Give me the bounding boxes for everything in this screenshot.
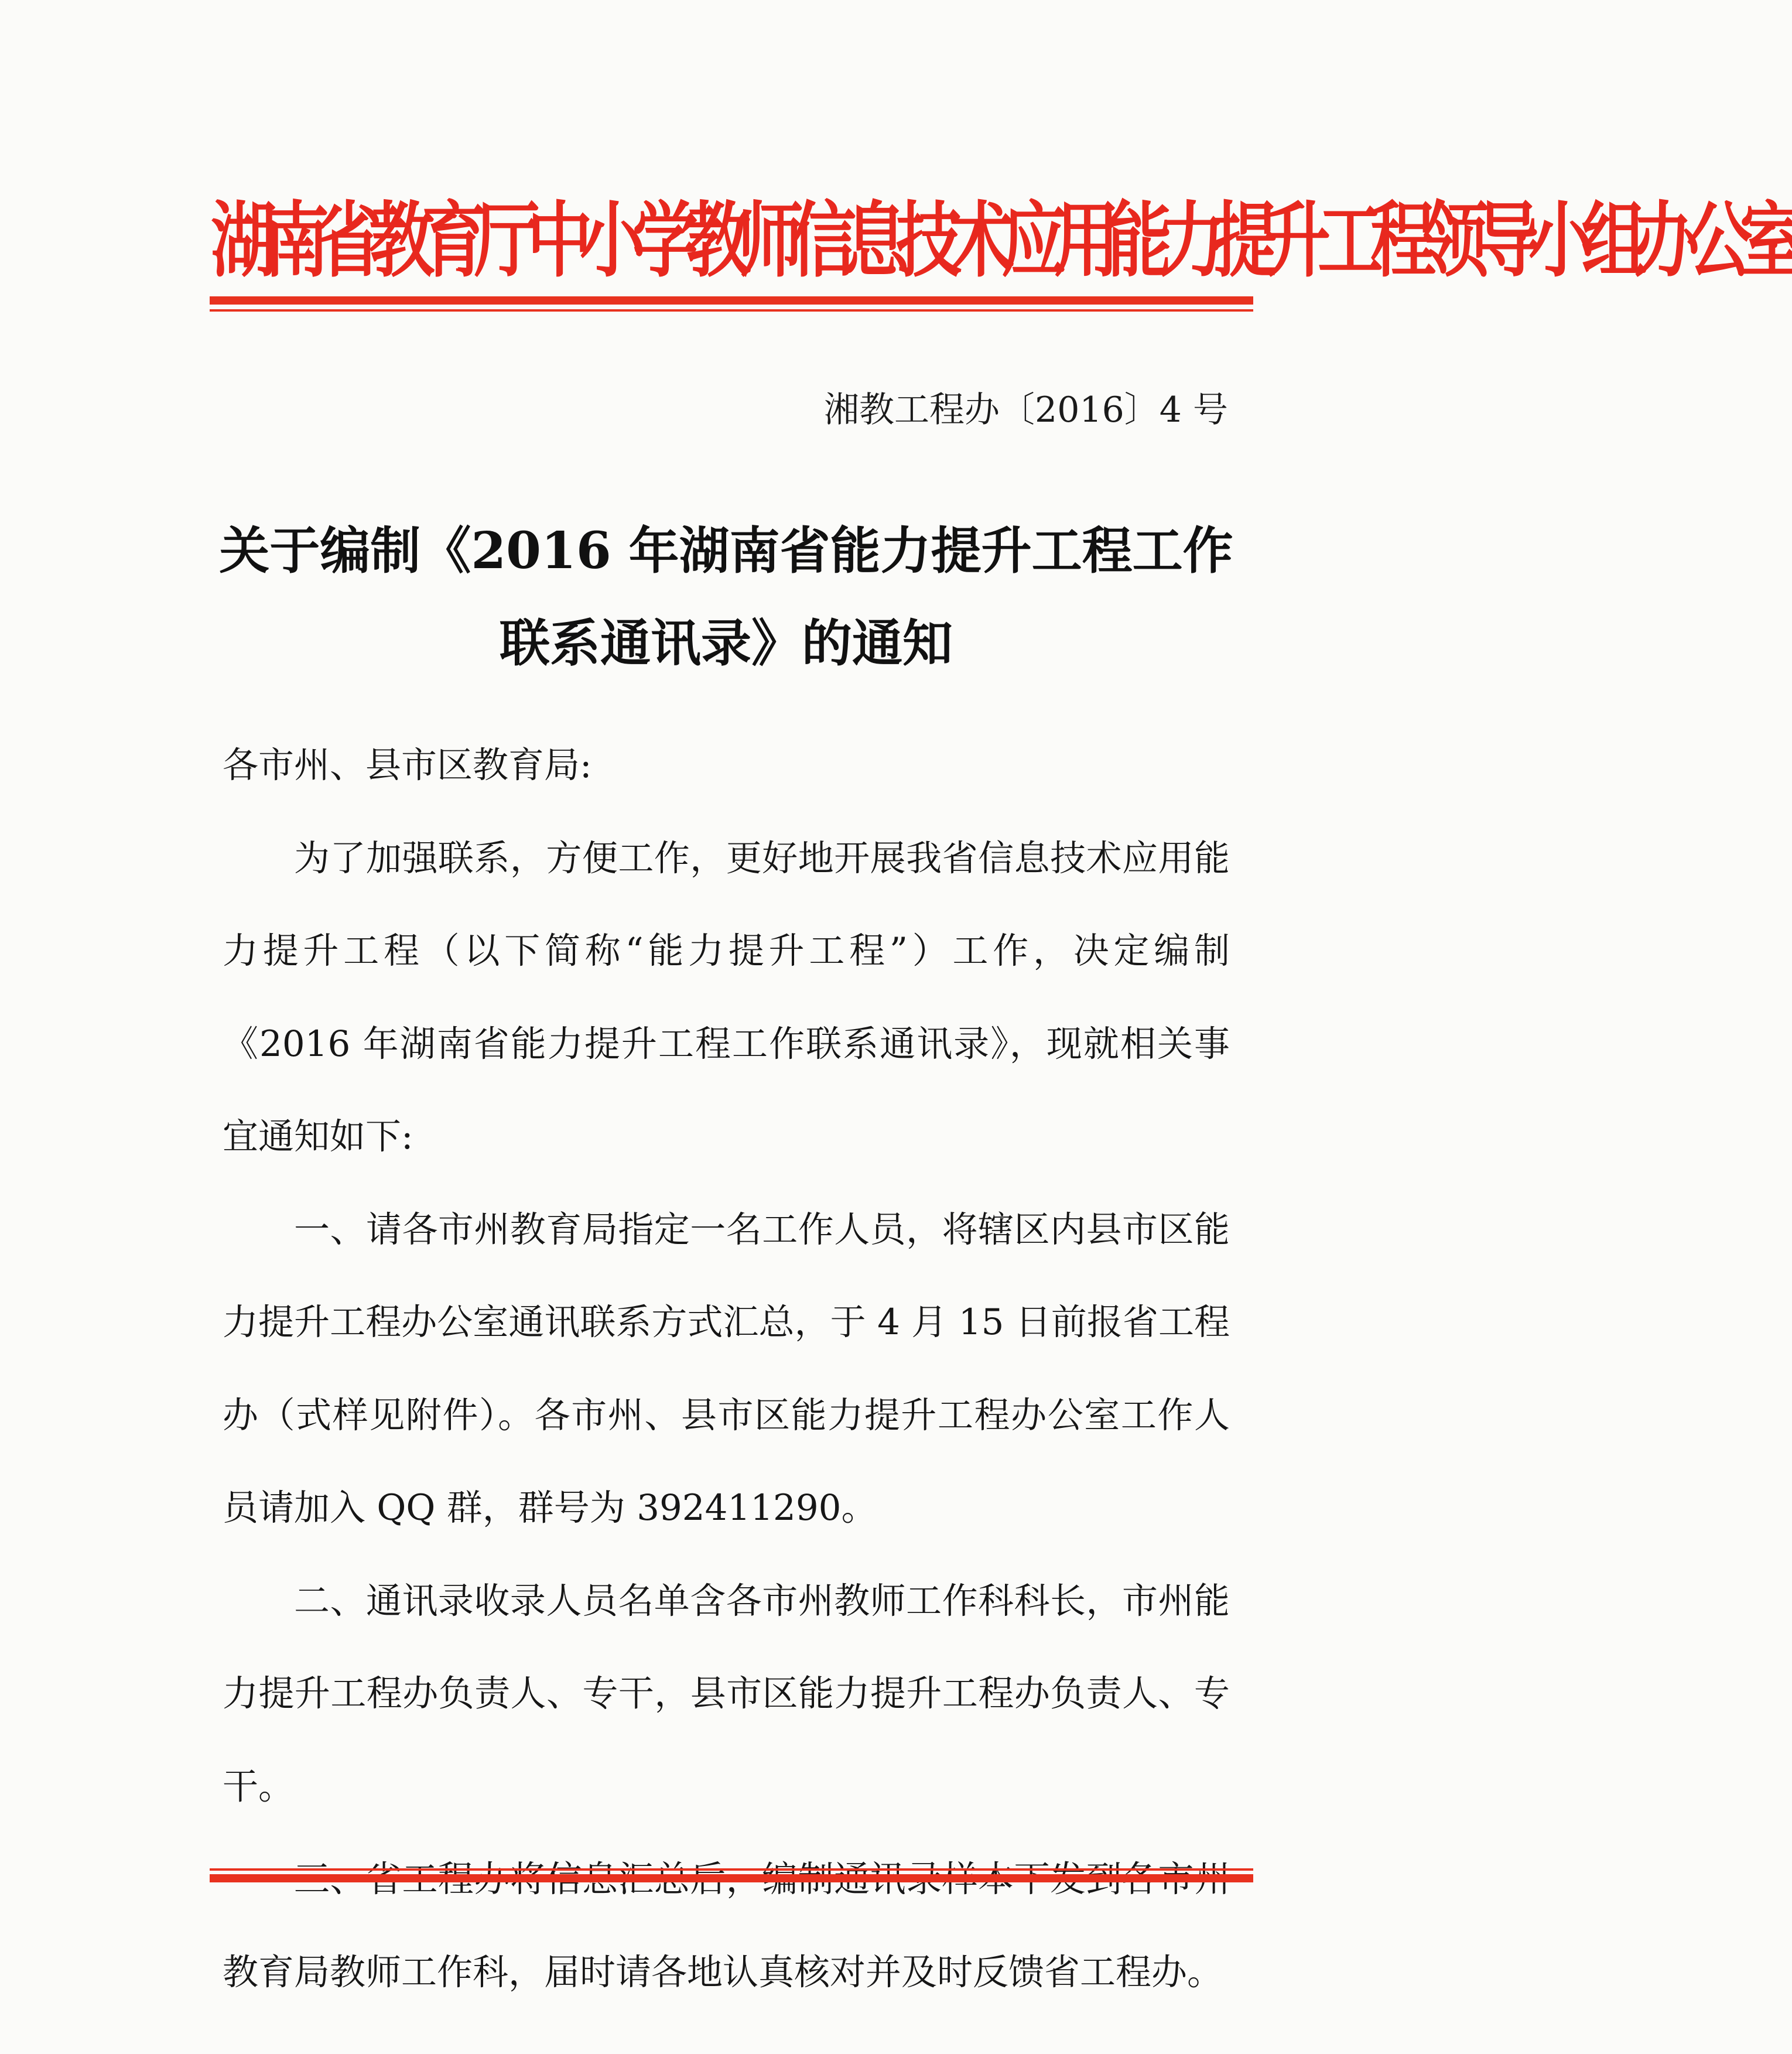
footer-rule-thin (210, 1868, 1253, 1871)
notice-title-line-2: 联系通讯录》的通知 (500, 614, 953, 673)
addressee: 各市州、县市区教育局: (223, 744, 592, 786)
notice-title-line-1: 关于编制《2016 年湖南省能力提升工程工作 (219, 521, 1233, 580)
document-number: 湘教工程办〔2016〕4 号 (824, 389, 1228, 430)
header-rule-thick (210, 296, 1253, 305)
notice-body (223, 719, 1230, 2019)
footer-rule-thick (210, 1874, 1253, 1882)
notice-title (193, 505, 1259, 690)
body-paragraph-2: 二、通讯录收录人员名单含各市州教师工作科科长，市州能力提升工程办负责人、专干，县市区能力提升工程办负责人、专干。 (223, 1580, 1230, 1807)
body-paragraph-1: 一、请各市州教育局指定一名工作人员，将辖区内县市区能力提升工程办公室通讯联系方式汇总，于 4 月 15 日前报省工程办（式样见附件）。各市州、县市区能力提升工程办公室工作人员请加入 QQ 群，群号为 392411290。 (223, 1208, 1230, 1529)
issuing-organization-header: 湖南省教育厅中小学教师信息技术应用能力提升工程领导小组办公室 (211, 193, 1792, 289)
body-paragraph-intro: 为了加强联系，方便工作，更好地开展我省信息技术应用能力提升工程（以下简称“能力提升工程”）工作，决定编制《2016 年湖南省能力提升工程工作联系通讯录》，现就相关事宜通知如下: (223, 837, 1230, 1157)
header-rule-thin (210, 309, 1253, 312)
body-paragraph-3: 教育局教师工作科，届时请各地认真核对并及时反馈省工程办。 (223, 1951, 1223, 1993)
